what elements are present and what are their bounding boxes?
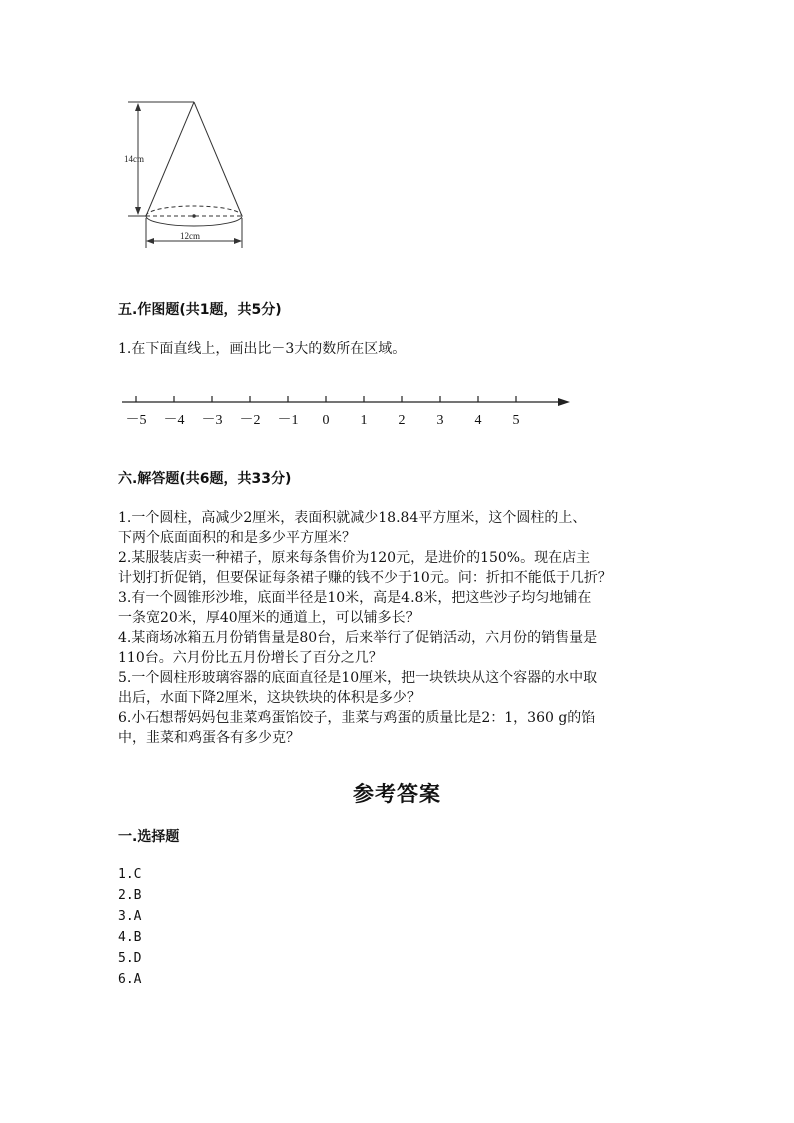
- number-line-label: －1: [277, 413, 299, 428]
- question-line: 6.小石想帮妈妈包韭菜鸡蛋馅饺子，韭菜与鸡蛋的质量比是2：1，360 g的馅: [118, 710, 596, 726]
- answer-item: 3.A: [118, 909, 142, 924]
- section5-title: 五.作图题(共1题，共5分): [118, 302, 282, 318]
- cone-figure: [118, 96, 258, 258]
- cone-base-center: [192, 214, 196, 218]
- question-line: 一条宽20米，厚40厘米的通道上，可以铺多长？: [118, 610, 420, 626]
- answers-section1-title: 一.选择题: [118, 829, 180, 845]
- question-line: 出后，水面下降2厘米，这块铁块的体积是多少？: [118, 690, 421, 706]
- cone-right-side: [194, 102, 242, 216]
- answer-item: 1.C: [118, 867, 142, 882]
- question-line: 110台。六月份比五月份增长了百分之几？: [118, 650, 383, 666]
- question-line: 3.有一个圆锥形沙堆，底面半径是10米，高是4.8米，把这些沙子均匀地铺在: [118, 590, 592, 606]
- answer-item: 6.A: [118, 972, 142, 987]
- answer-item: 5.D: [118, 951, 142, 966]
- answer-item: 2.B: [118, 888, 142, 903]
- number-line-label: 5: [512, 413, 520, 428]
- question-line: 4.某商场冰箱五月份销售量是80台，后来举行了促销活动，六月份的销售量是: [118, 630, 598, 646]
- section5-question-1: 1.在下面直线上，画出比－3大的数所在区域。: [118, 341, 407, 357]
- height-arrow-bottom: [135, 207, 141, 215]
- diameter-arrow-left: [146, 238, 154, 244]
- number-line: [118, 384, 578, 434]
- question-line: 1.一个圆柱，高减少2厘米，表面积就减少18.84平方厘米，这个圆柱的上、: [118, 510, 587, 526]
- number-line-label: －2: [239, 413, 261, 428]
- number-line-label: 3: [436, 413, 444, 428]
- answers-list: [118, 864, 141, 990]
- height-label: 14cm: [124, 154, 144, 164]
- number-line-label: 2: [398, 413, 406, 428]
- cone-left-side: [146, 102, 194, 216]
- question-line: 2.某服装店卖一种裙子，原来每条售价为120元，是进价的150%。现在店主: [118, 550, 591, 566]
- answer-item: 4.B: [118, 930, 142, 945]
- question-line: 下两个底面面积的和是多少平方厘米？: [118, 530, 356, 546]
- question-line: 5.一个圆柱形玻璃容器的底面直径是10厘米，把一块铁块从这个容器的水中取: [118, 670, 598, 686]
- height-arrow-top: [135, 103, 141, 111]
- section6-title: 六.解答题(共6题，共33分): [118, 471, 292, 487]
- number-line-arrow: [558, 398, 570, 406]
- answers-title: 参考答案: [353, 781, 441, 806]
- number-line-label: 0: [322, 413, 330, 428]
- diameter-arrow-right: [234, 238, 242, 244]
- number-line-ticks: [126, 396, 520, 428]
- question-line: 计划打折促销，但要保证每条裙子赚的钱不少于10元。问：折扣不能低于几折？: [118, 570, 612, 586]
- number-line-label: －4: [163, 413, 185, 428]
- question-line: 中，韭菜和鸡蛋各有多少克？: [118, 730, 300, 746]
- section6-questions: [118, 508, 612, 748]
- number-line-label: 1: [360, 413, 368, 428]
- number-line-label: －5: [125, 413, 147, 428]
- number-line-label: 4: [474, 413, 482, 428]
- number-line-label: －3: [201, 413, 223, 428]
- diameter-label: 12cm: [180, 231, 200, 241]
